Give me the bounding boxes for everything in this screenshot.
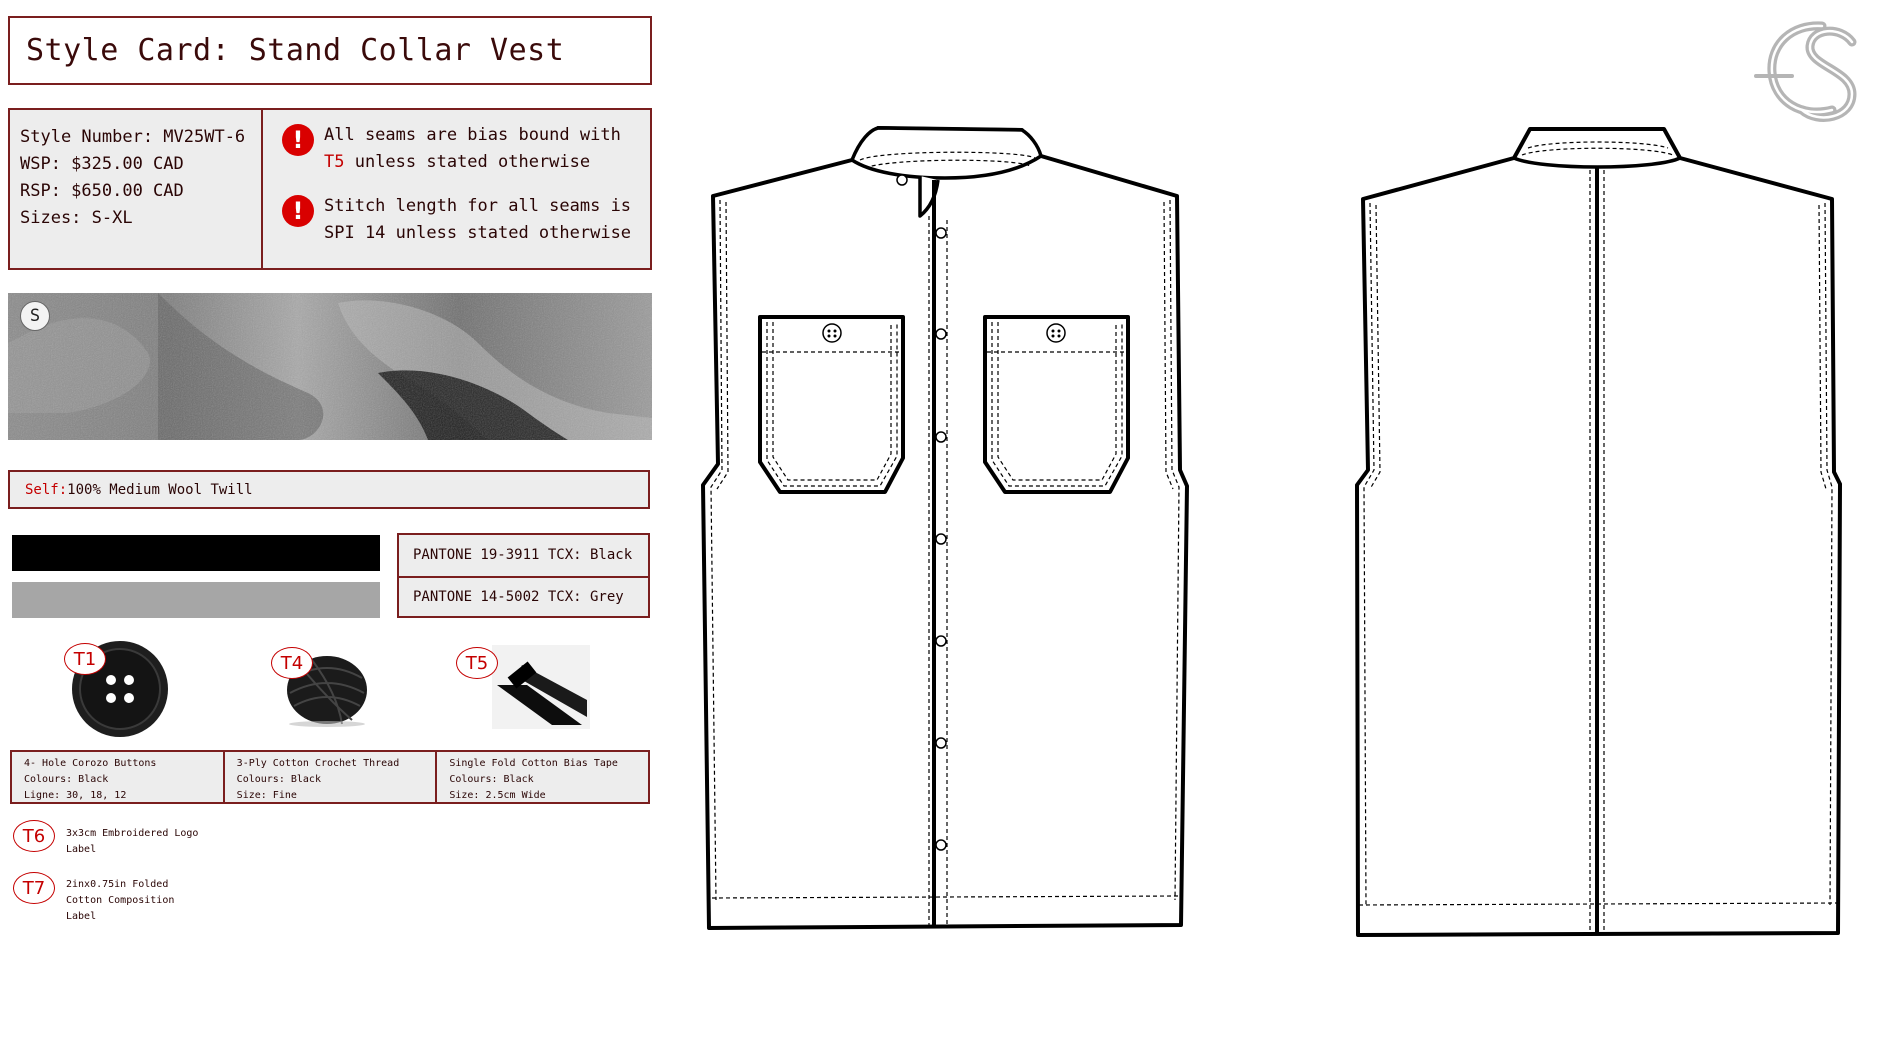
- label-t6-line-2: Label: [66, 844, 97, 855]
- spec-panel: [8, 108, 652, 270]
- trim-t1-size: Ligne: 30, 18, 12: [24, 790, 127, 801]
- trim-details-table: [10, 750, 650, 804]
- trim-t1-name: 4- Hole Corozo Buttons: [24, 758, 157, 769]
- label-t6-text: [66, 826, 198, 858]
- self-value: 100% Medium Wool Twill: [67, 481, 253, 498]
- note-1-line-1: All seams are bias bound with: [324, 125, 621, 145]
- color-swatch-black: [12, 535, 380, 571]
- self-label: Self:: [25, 481, 68, 498]
- trim-details-t1: [12, 752, 223, 802]
- trim-t4-size: Size: Fine: [236, 790, 297, 801]
- label-t7-line-3: Label: [66, 911, 97, 922]
- trim-t1-colour: Colours: Black: [24, 774, 109, 785]
- label-t6-line-1: 3x3cm Embroidered Logo: [66, 828, 199, 839]
- note-2-line-2: SPI 14 unless stated otherwise: [324, 223, 632, 243]
- pantone-list: [397, 533, 650, 618]
- fabric-badge-s: S: [20, 301, 50, 331]
- trim-t4-name: 3-Ply Cotton Crochet Thread: [236, 758, 400, 769]
- page-title: [8, 16, 652, 85]
- note-1-line-2: [324, 149, 644, 176]
- style-number: Style Number: MV25WT-6: [20, 127, 246, 147]
- trim-details-t4: [223, 752, 436, 802]
- wool-twill-texture: [8, 293, 652, 440]
- fabric-swatch-image: [8, 293, 652, 440]
- trim-t5-colour: Colours: Black: [449, 774, 534, 785]
- pantone-black: PANTONE 19-3911 TCX: Black: [413, 547, 633, 564]
- note-2-line-1: Stitch length for all seams is: [324, 196, 632, 216]
- trim-t5-size: Size: 2.5cm Wide: [449, 790, 546, 801]
- trim-t5-name: Single Fold Cotton Bias Tape: [449, 758, 618, 769]
- bias-tape-icon: [492, 645, 590, 729]
- wsp-price: WSP: $325.00 CAD: [20, 154, 184, 174]
- pantone-grey: PANTONE 14-5002 TCX: Grey: [399, 576, 648, 617]
- spec-details: [20, 124, 245, 232]
- trim-badge-t5: T5: [456, 647, 498, 679]
- label-badge-t7: T7: [13, 872, 55, 904]
- note-1-line-2-rest: unless stated otherwise: [344, 152, 591, 172]
- trim-badge-t4: T4: [271, 647, 313, 679]
- exclamation-icon: !: [282, 195, 314, 227]
- trim-details-t5: [435, 752, 648, 802]
- label-badge-t6: T6: [13, 820, 55, 852]
- color-swatch-grey: [12, 582, 380, 618]
- size-range: Sizes: S-XL: [20, 208, 133, 228]
- self-fabric-row: [8, 470, 650, 509]
- rsp-price: RSP: $650.00 CAD: [20, 181, 184, 201]
- exclamation-icon: !: [282, 124, 314, 156]
- spec-divider: [261, 110, 263, 268]
- vest-back-sketch: [1350, 120, 1850, 950]
- trim-ref-t5: T5: [324, 152, 345, 172]
- trim-t4-colour: Colours: Black: [236, 774, 321, 785]
- trim-badge-t1: T1: [64, 643, 106, 675]
- vest-front-sketch: [695, 120, 1195, 940]
- page-title-text: Style Card: Stand Collar Vest: [26, 33, 565, 68]
- label-t7-line-1: 2inx0.75in Folded: [66, 879, 169, 890]
- label-t7-text: [66, 877, 174, 925]
- label-t7-line-2: Cotton Composition: [66, 895, 175, 906]
- brand-monogram-logo: [1752, 14, 1870, 132]
